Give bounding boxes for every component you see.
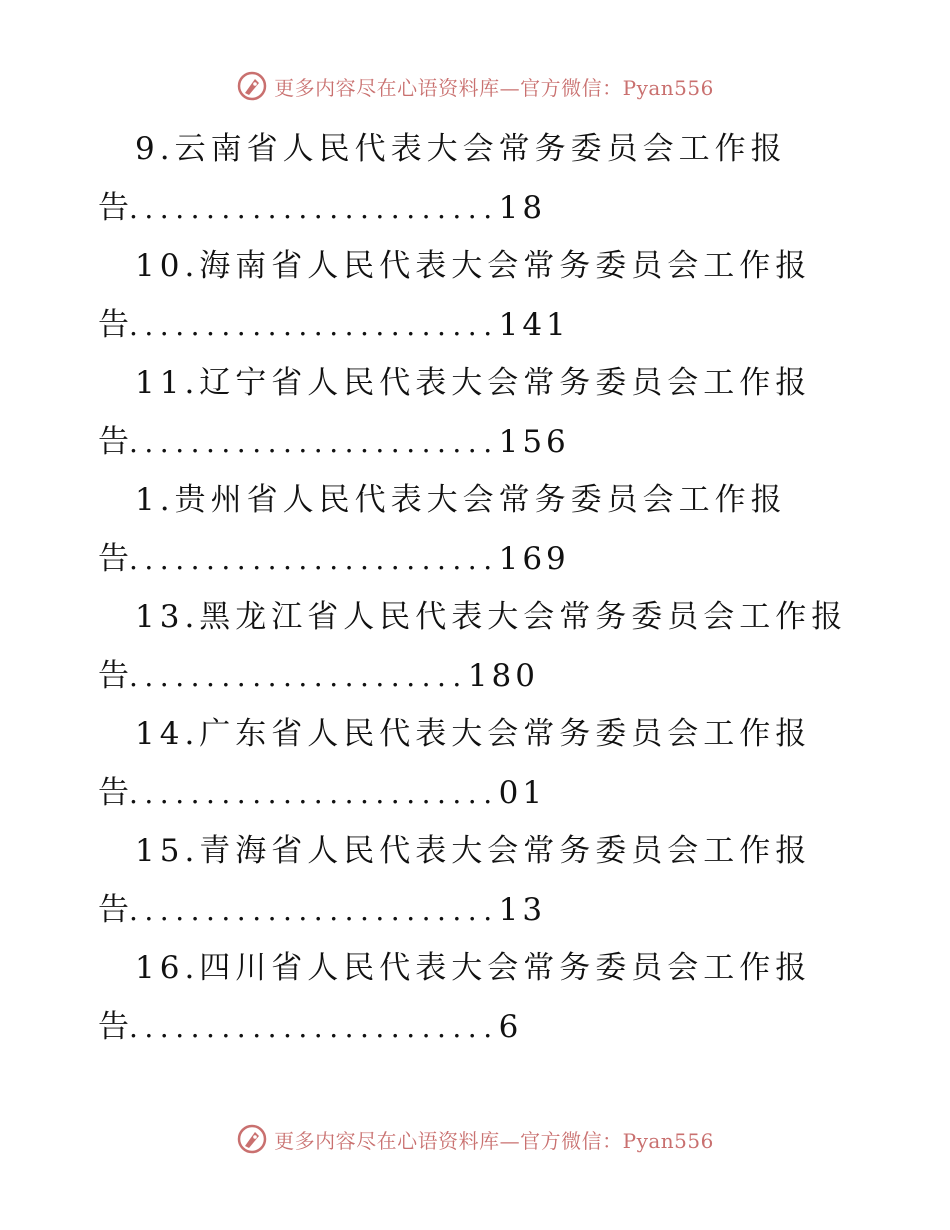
toc-page-number: 01 [498,775,547,811]
toc-entry-title: 14.广东省人民代表大会常务委员会工作报 [135,716,812,752]
watermark-text: 更多内容尽在心语资料库—官方微信：Pyan556 [274,75,714,100]
toc-entry-continuation: 告 [98,541,129,577]
toc-entry-leader [0,881,950,939]
pen-nib-circle-icon [236,70,268,102]
footer-watermark [0,1123,950,1155]
toc-entry-continuation: 告 [98,775,129,811]
toc-entry[interactable] [0,354,950,471]
toc-entry-title: 13.黑龙江省人民代表大会常务委员会工作报 [135,599,848,635]
toc-page-number: 6 [498,1009,523,1045]
toc-entry[interactable] [0,237,950,354]
toc-entry-title: 16.四川省人民代表大会常务委员会工作报 [135,950,812,986]
toc-entry-continuation: 告 [98,307,129,343]
toc-entry[interactable] [0,705,950,822]
toc-entry-title: 9.云南省人民代表大会常务委员会工作报 [135,131,787,167]
toc-entry[interactable] [0,120,950,237]
toc-leader-dots: ...................... [129,660,468,693]
toc-page-number: 169 [498,541,570,577]
toc-entry[interactable] [0,588,950,705]
toc-entry-leader [0,296,950,354]
toc-entry-title: 10.海南省人民代表大会常务委员会工作报 [135,248,812,284]
toc-leader-dots: ........................ [129,309,499,342]
toc-page-number: 141 [498,307,570,343]
table-of-contents [0,120,950,1056]
toc-entry-title: 11.辽宁省人民代表大会常务委员会工作报 [135,365,812,401]
toc-entry-leader [0,647,950,705]
watermark-text: 更多内容尽在心语资料库—官方微信：Pyan556 [274,1128,714,1153]
toc-entry-title: 1.贵州省人民代表大会常务委员会工作报 [135,482,787,518]
toc-entry-leader [0,764,950,822]
toc-leader-dots: ........................ [129,426,499,459]
toc-leader-dots: ........................ [129,894,499,927]
toc-page-number: 13 [498,892,547,928]
toc-entry-continuation: 告 [98,1009,129,1045]
toc-entry-leader [0,998,950,1056]
toc-entry-title: 15.青海省人民代表大会常务委员会工作报 [135,833,812,869]
toc-entry[interactable] [0,471,950,588]
toc-entry-continuation: 告 [98,658,129,694]
toc-entry-continuation: 告 [98,190,129,226]
toc-page-number: 180 [467,658,539,694]
header-watermark [0,70,950,102]
toc-entry-leader [0,413,950,471]
toc-leader-dots: ........................ [129,543,499,576]
toc-entry[interactable] [0,822,950,939]
pen-nib-circle-icon [236,1123,268,1155]
toc-entry-leader [0,179,950,237]
toc-page-number: 156 [498,424,570,460]
toc-leader-dots: ........................ [129,1011,499,1044]
toc-entry-continuation: 告 [98,424,129,460]
toc-leader-dots: ........................ [129,192,499,225]
toc-entry[interactable] [0,939,950,1056]
toc-page-number: 18 [498,190,547,226]
toc-leader-dots: ........................ [129,777,499,810]
toc-entry-continuation: 告 [98,892,129,928]
toc-entry-leader [0,530,950,588]
